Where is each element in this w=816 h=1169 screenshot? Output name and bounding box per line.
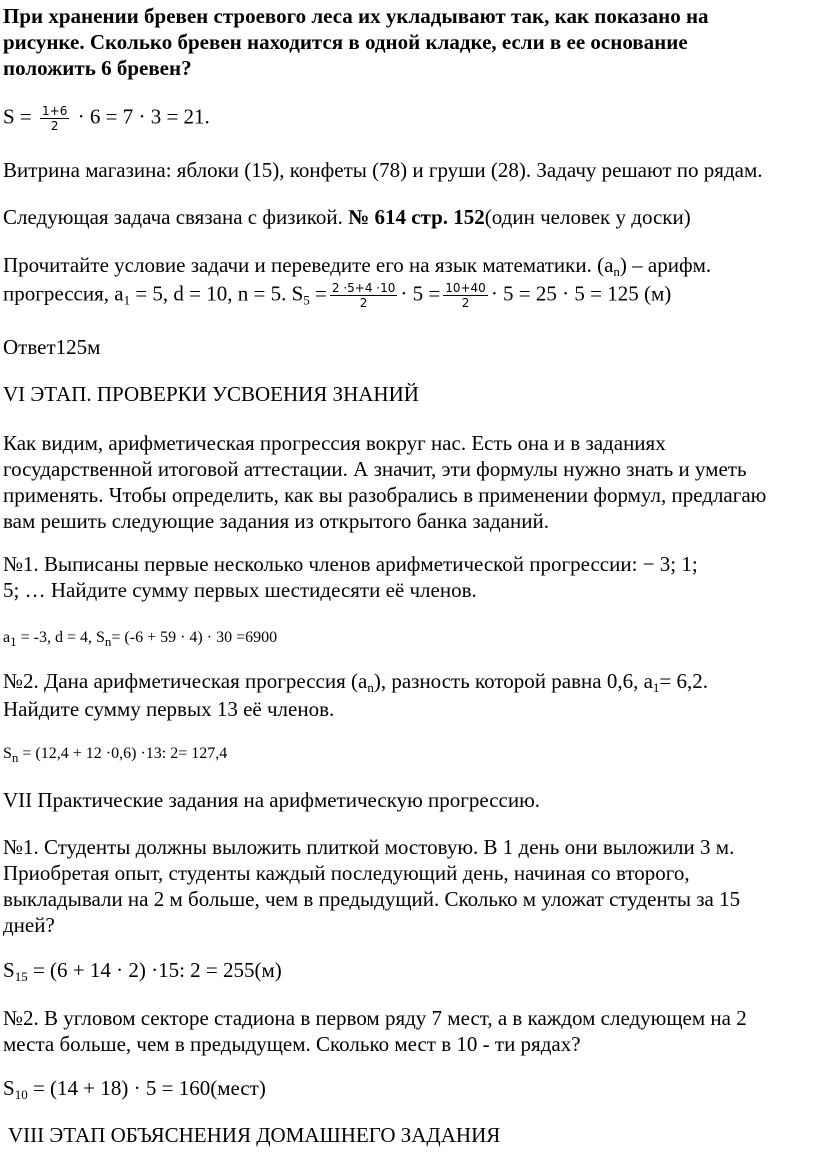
subscript: 5 bbox=[303, 292, 310, 308]
task1-line-2: 5; … Найдите сумму первых шестидесяти её членов. bbox=[3, 578, 477, 602]
text-part: №2. Дана арифметическая прогрессия (a bbox=[3, 669, 368, 693]
task2-line-2: Найдите сумму первых 13 её членов. bbox=[3, 697, 335, 721]
fraction-numerator: 2 ·5+4 ·10 bbox=[331, 281, 396, 295]
answer-text: Ответ125м bbox=[3, 335, 101, 359]
text-part: a bbox=[3, 629, 11, 646]
fraction-denominator: 2 bbox=[50, 119, 59, 133]
practice2-line-2: места больше, чем в предыдущем. Сколько мест в 10 - ти рядах? bbox=[3, 1032, 581, 1056]
fraction-numerator: 10+40 bbox=[445, 281, 486, 295]
formula-s-rest: · 6 = 7 · 3 = 21. bbox=[77, 104, 210, 129]
fraction-denominator: 2 bbox=[359, 296, 368, 310]
formula-s-prefix: S = bbox=[3, 104, 32, 129]
text-part: = bbox=[309, 281, 327, 306]
text-part: = 5, d = 10, n = 5. S bbox=[130, 281, 304, 306]
practice1-line-2: Приобретая опыт, студенты каждый последующий день, начиная со второго, bbox=[3, 861, 690, 885]
subscript: 1 bbox=[652, 680, 660, 695]
subscript: n bbox=[613, 264, 620, 279]
practice2-line-1: №2. В угловом секторе стадиона в первом ряду 7 мест, а в каждом следующем на 2 bbox=[3, 1006, 747, 1030]
text-part: Прочитайте условие задачи и переведите его на язык математики. (a bbox=[3, 253, 614, 277]
subscript: 15 bbox=[14, 969, 28, 984]
task1-line-1: №1. Выписаны первые несколько членов арифметической прогрессии: − 3; 1; bbox=[3, 552, 698, 576]
fraction bbox=[443, 281, 488, 310]
formula-s bbox=[3, 104, 210, 133]
subscript: n bbox=[104, 634, 112, 649]
task2-solution bbox=[3, 741, 227, 770]
intro-line-2: государственной итоговой аттестации. А значит, эти формулы нужно знать и уметь bbox=[3, 457, 747, 481]
text-part: S bbox=[3, 958, 15, 982]
practice1-line-4: дней? bbox=[3, 913, 55, 937]
translate-line-2 bbox=[3, 281, 671, 312]
task2-line-1 bbox=[3, 669, 708, 700]
practice1-solution bbox=[3, 958, 282, 989]
text-part: S bbox=[3, 1076, 15, 1100]
text-part: = -3, d = 4, S bbox=[16, 629, 105, 646]
subscript: 1 bbox=[123, 292, 131, 308]
intro-line-1: Как видим, арифметическая прогрессия вокруг нас. Есть она и в заданиях bbox=[3, 431, 666, 455]
text-part: = (14 + 18) · 5 = 160(мест) bbox=[27, 1076, 266, 1100]
text-part: = (-6 + 59 · 4) · 30 =6900 bbox=[111, 629, 278, 646]
fraction-numerator: 1+6 bbox=[42, 104, 68, 118]
subscript: 10 bbox=[14, 1087, 28, 1102]
physics-reference: № 614 стр. 152 bbox=[348, 205, 485, 229]
fraction bbox=[330, 281, 398, 310]
subscript: n bbox=[367, 680, 374, 695]
practice1-line-1: №1. Студенты должны выложить плиткой мостовую. В 1 день они выложили 3 м. bbox=[3, 835, 735, 859]
intro-line-3: применять. Чтобы определить, как вы разобрались в применении формул, предлагаю bbox=[3, 483, 767, 507]
text-part: = 6,2. bbox=[659, 669, 708, 693]
subscript: 1 bbox=[10, 634, 17, 649]
fraction-denominator: 2 bbox=[461, 296, 470, 310]
text-part: · 5 = bbox=[400, 281, 441, 306]
problem-logs-line-1: При хранении бревен строевого леса их укладывают так, как показано на bbox=[3, 4, 709, 28]
problem-logs-line-2: рисунке. Сколько бревен находится в одной кладке, если в ее основание bbox=[3, 30, 688, 54]
physics-text: Следующая задача связана с физикой. bbox=[3, 205, 349, 229]
stage-6-heading: VI ЭТАП. ПРОВЕРКИ УСВОЕНИЯ ЗНАНИЙ bbox=[3, 382, 419, 406]
intro-line-4: вам решить следующие задания из открытого банка заданий. bbox=[3, 509, 549, 533]
text-part: = (12,4 + 12 ·0,6) ·13: 2= 127,4 bbox=[18, 745, 228, 762]
task1-solution bbox=[3, 625, 277, 654]
text-part: · 5 = 25 · 5 = 125 (м) bbox=[490, 281, 672, 306]
stage-7-heading: VII Практические задания на арифметическую прогрессию. bbox=[3, 788, 541, 812]
physics-tail: (один человек у доски) bbox=[484, 205, 691, 229]
subscript: n bbox=[11, 750, 19, 765]
translate-line-1 bbox=[3, 253, 711, 284]
fraction bbox=[40, 104, 69, 133]
practice2-solution bbox=[3, 1076, 266, 1107]
text-part: ) – арифм. bbox=[619, 253, 712, 277]
text-part: = (6 + 14 · 2) ·15: 2 = 255(м) bbox=[27, 958, 282, 982]
physics-task bbox=[3, 205, 691, 230]
text-part: S bbox=[3, 745, 12, 762]
text-part: ), разность которой равна 0,6, a bbox=[373, 669, 653, 693]
stage-8-heading: VIII ЭТАП ОБЪЯСНЕНИЯ ДОМАШНЕГО ЗАДАНИЯ bbox=[8, 1123, 501, 1147]
showcase-text: Витрина магазина: яблоки (15), конфеты (78) и груши (28). Задачу решают по рядам. bbox=[3, 158, 763, 182]
text-part: прогрессия, a bbox=[3, 281, 124, 306]
practice1-line-3: выкладывали на 2 м больше, чем в предыдущий. Сколько м уложат студенты за 15 bbox=[3, 887, 741, 911]
problem-logs-line-3: положить 6 бревен? bbox=[3, 56, 192, 80]
